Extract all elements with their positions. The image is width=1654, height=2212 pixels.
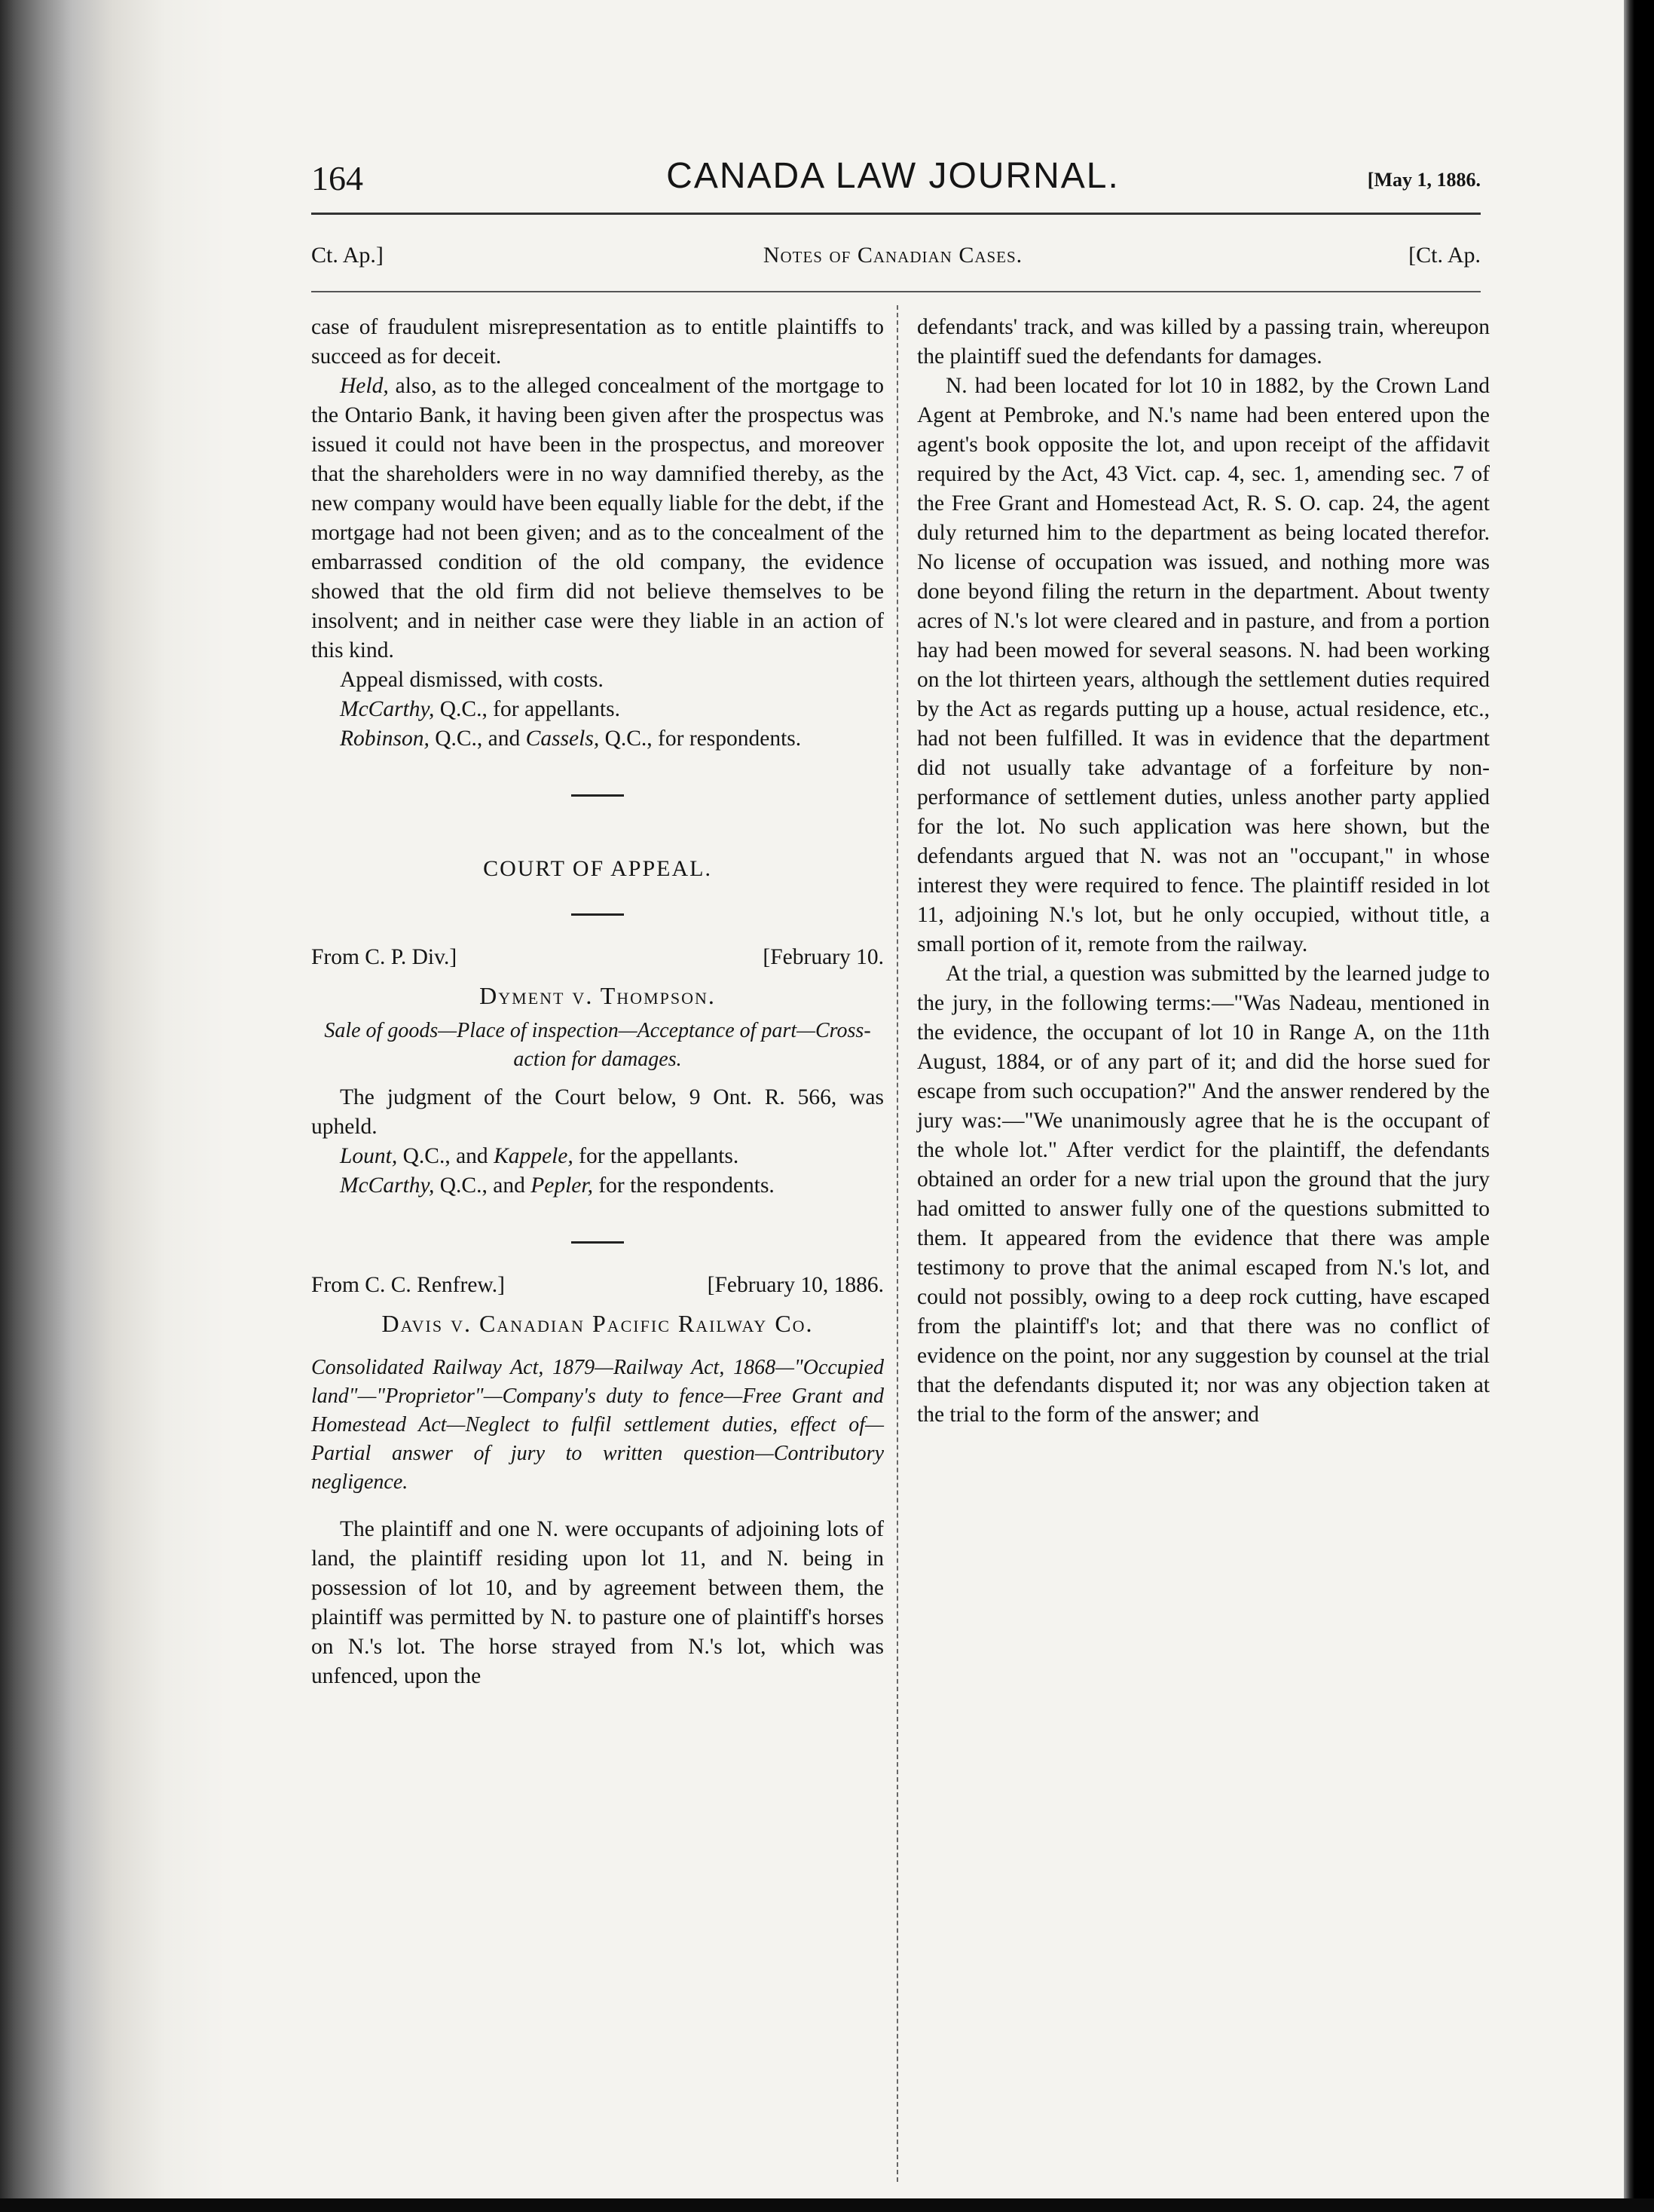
scan-binding-margin: [0, 0, 226, 2212]
scan-right-edge: [1624, 0, 1654, 2212]
subheader-rule: [311, 291, 1481, 292]
paragraph: At the trial, a question was submitted by the learned judge to the jury, in the following terms:—"Was Nadeau, mentioned in the evidence, the occupant of lot 10 in Range A, on the 11th August, 1884, or of any part of it; and did the horse sued for escape from such occupation?" And the answer rendered by the jury was:—"We unanimously agree that he is the occupant of the whole lot." After verdict for the plaintiff, the defendants obtained an order for a new trial upon the ground that the jury had omitted to answer fully one of the questions submitted to them. It appeared from the evidence that there was ample testimony to prove that the animal escaped from N.'s lot, and could not possibly, owing to a deep rock cutting, have escaped from the plaintiff's lot; and that there was no conflict of evidence on the point, nor any suggestion by counsel at the trial that the defendants disputed it; nor was any objection taken at the trial to the form of the answer; and: [917, 962, 1490, 1427]
running-head: [298, 151, 1488, 203]
header-rule: [311, 213, 1481, 215]
paragraph: The judgment of the Court below, 9 Ont. R. 566, was upheld.: [311, 1085, 884, 1139]
paragraph: The plaintiff and one N. were occupants of adjoining lots of land, the plaintiff residing upon lot 11, and N. being in possession of lot 10, and by agreement between them, the plaintiff was permitted by N. to pasture one of plaintiff's horses on N.'s lot. The horse strayed from N.'s lot, which was unfenced, upon the: [311, 1517, 884, 1688]
counsel-line: Lount, Q.C., and Kappele, for the appellants.: [340, 1144, 739, 1168]
case-headnote: Consolidated Railway Act, 1879—Railway Act, 1868—"Occupied land"—"Proprietor"—Company's duty to fence—Free Grant and Homestead Act—Neglect to fulfil settlement duties, effect of—Partial answer of jury to written question—Contributory negligence.: [311, 1356, 884, 1494]
disposition: Appeal dismissed, with costs.: [340, 668, 604, 692]
section-subheader: [298, 243, 1488, 273]
paragraph: defendants' track, and was killed by a passing train, whereupon the plaintiff sued the defendants for damages.: [917, 315, 1490, 369]
section-title: Notes of Canadian Cases.: [763, 243, 1023, 268]
paragraph: N. had been located for lot 10 in 1882, by the Crown Land Agent at Pembroke, and N.'s name had been entered upon the agent's book opposite the lot, and upon receipt of the affidavit required by the Act, 43 Vict. cap. 4, sec. 1, amending sec. 7 of the Free Grant and Homestead Act, R. S. O. cap. 24, the agent duly returned him to the department as being located therefor. No license of occupation was issued, and nothing more was done beyond filing the return in the department. About twenty acres of N.'s lot were cleared and in pasture, and from a portion hay had been mowed for several seasons. N. had been working on the lot thirteen years, although the settlement duties required by the Act as regards putting up a house, actual residence, etc., had not been fulfilled. It was in evidence that the department did not usually take advantage of a forfeiture by non-performance of settlement duties, unless another party applied for the lot. No such application was here shown, but the defendants argued that N. was not an "occupant," in whose interest they were required to fence. The plaintiff resided in lot 11, adjoining N.'s lot, but he only occupied, without title, a small portion of it, remote from the railway.: [917, 374, 1490, 956]
paragraph: Held, also, as to the alleged concealment of the mortgage to the Ontario Bank, it having been given after the prospectus was issued it could not have been in the prospectus, and moreover that the shareholders were in no way damnified thereby, as the new company would have been equally liable for the debt, if the mortgage had not been given; and as to the concealment of the embarrassed condition of the old company, the evidence showed that the old firm did not believe themselves to be insolvent; and in neither case were they liable in an action of this kind.: [311, 374, 884, 662]
case-origin: From C. C. Renfrew.]: [311, 1273, 506, 1297]
journal-page: [298, 151, 1488, 2186]
held-lead: Held,: [340, 374, 389, 398]
paragraph: case of fraudulent misrepresentation as to entitle plaintiffs to succeed as for deceit.: [311, 315, 884, 369]
court-right: [Ct. Ap.: [1408, 243, 1481, 268]
issue-date: [May 1, 1886.: [1367, 169, 1481, 191]
left-column: [311, 313, 884, 1691]
column-divider: [897, 305, 898, 2182]
section-separator: [571, 794, 624, 797]
counsel-line: McCarthy, Q.C., for appellants.: [340, 697, 620, 721]
right-column: [917, 313, 1490, 1430]
page-number: 164: [311, 159, 363, 197]
case-dateline: [311, 1271, 884, 1300]
journal-title: CANADA LAW JOURNAL.: [666, 156, 1120, 196]
section-separator: [571, 1241, 624, 1244]
counsel-line: Robinson, Q.C., and Cassels, Q.C., for respondents.: [340, 727, 802, 751]
heading-separator: [571, 913, 624, 916]
case-headnote: Sale of goods—Place of inspection—Acceptance of part—Cross-action for damages.: [324, 1019, 871, 1071]
case-dateline: [311, 943, 884, 972]
scan-bottom-edge: [0, 2198, 1654, 2212]
court-heading: COURT OF APPEAL.: [483, 856, 712, 881]
court-left: Ct. Ap.]: [311, 243, 384, 268]
case-date: [February 10, 1886.: [707, 1273, 884, 1297]
counsel-line: McCarthy, Q.C., and Pepler, for the respondents.: [340, 1173, 775, 1198]
case-origin: From C. P. Div.]: [311, 945, 457, 969]
case-date: [February 10.: [763, 945, 884, 969]
case-title: Davis v. Canadian Pacific Railway Co.: [381, 1310, 814, 1337]
case-title: Dyment v. Thompson.: [479, 982, 716, 1009]
